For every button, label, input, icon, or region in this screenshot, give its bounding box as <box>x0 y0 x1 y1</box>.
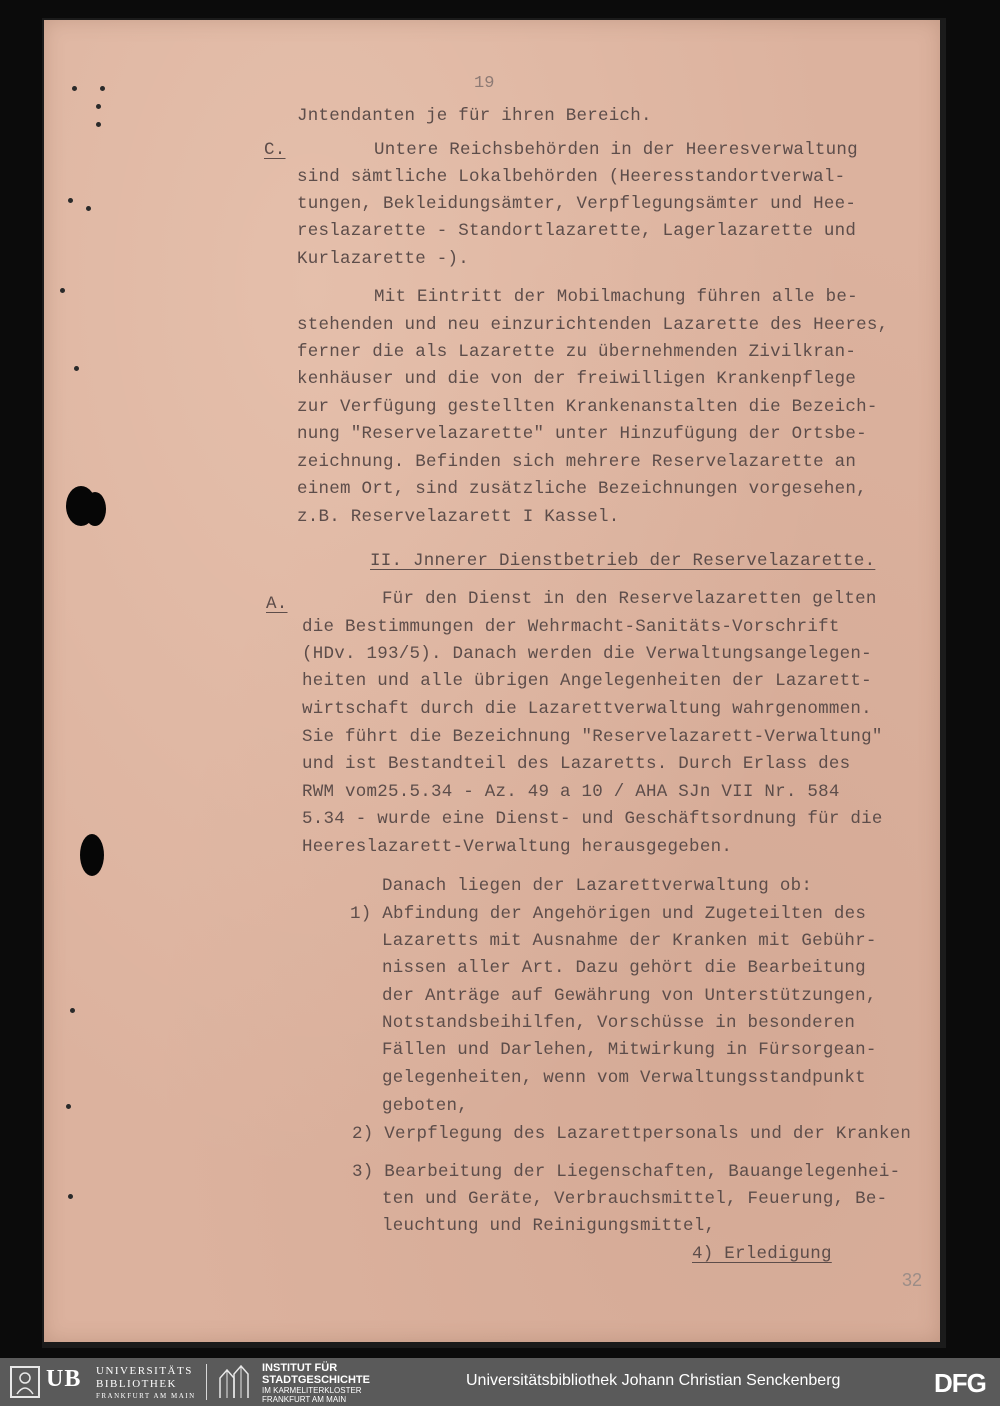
ub-line1: UNIVERSITÄTS <box>96 1365 193 1377</box>
text-line: Notstandsbeihilfen, Vorschüsse in besonderen <box>382 1013 856 1033</box>
text-line: zeichnung. Befinden sich mehrere Reservelazarette an <box>297 452 857 472</box>
speck <box>68 198 73 203</box>
text-line: 5.34 - wurde eine Dienst- und Geschäftsordnung für die <box>302 809 883 829</box>
text-line: Fällen und Darlehen, Mitwirkung in Fürsorgean- <box>382 1040 877 1060</box>
list-item: 3) Bearbeitung der Liegenschaften, Bauangelegenhei- <box>352 1162 901 1182</box>
list-item: 1) Abfindung der Angehörigen und Zugeteilten des <box>350 904 867 924</box>
text-line: heiten und alle übrigen Angelegenheiten der Lazarett- <box>302 671 872 691</box>
text-line: Heereslazarett-Verwaltung herausgegeben. <box>302 837 733 857</box>
speck <box>96 122 101 127</box>
text-line: kenhäuser und die von der freiwilligen Krankenpflege <box>297 369 857 389</box>
speck <box>74 366 79 371</box>
speck <box>70 1008 75 1013</box>
footer-separator <box>206 1364 207 1400</box>
document-page <box>44 20 940 1342</box>
text-line: ten und Geräte, Verbrauchsmittel, Feuerung, Be- <box>382 1189 888 1209</box>
speck <box>60 288 65 293</box>
text-line: sind sämtliche Lokalbehörden (Heeresstandortverwal- <box>297 167 846 187</box>
text-line: gelegenheiten, wenn vom Verwaltungsstandpunkt <box>382 1068 866 1088</box>
institute-line1: INSTITUT FÜR <box>262 1362 338 1374</box>
catchword: 4) Erledigung <box>692 1244 832 1264</box>
institute-line2: STADTGESCHICHTE <box>262 1374 370 1386</box>
punch-hole <box>84 492 106 526</box>
list-item: 2) Verpflegung des Lazarettpersonals und der Kranken <box>352 1124 912 1144</box>
text-line: nissen aller Art. Dazu gehört die Bearbeitung <box>382 958 866 978</box>
page-number: 19 <box>474 74 495 93</box>
institute-line4: FRANKFURT AM MAIN <box>262 1395 347 1404</box>
institute-building-icon <box>216 1364 252 1400</box>
speck <box>100 86 105 91</box>
text-line: wirtschaft durch die Lazarettverwaltung wahrgenommen. <box>302 699 872 719</box>
text-line: z.B. Reservelazarett I Kassel. <box>297 507 620 527</box>
text-line: Danach liegen der Lazarettverwaltung ob: <box>382 876 813 896</box>
text-line: ferner die als Lazarette zu übernehmenden Zivilkran- <box>297 342 857 362</box>
text-line: Lazaretts mit Ausnahme der Kranken mit Gebühr- <box>382 931 877 951</box>
footer-bar <box>0 1358 1000 1406</box>
text-line: Für den Dienst in den Reservelazaretten gelten <box>382 589 877 609</box>
text-line: Mit Eintritt der Mobilmachung führen alle be- <box>374 287 858 307</box>
text-line: nung "Reservelazarette" unter Hinzufügung der Ortsbe- <box>297 424 867 444</box>
text-line: RWM vom25.5.34 - Az. 49 a 10 / AHA SJn VII Nr. 584 <box>302 782 840 802</box>
ub-logo-text: UB <box>46 1366 82 1392</box>
margin-mark-a: A. <box>266 594 288 614</box>
text-line: tungen, Bekleidungsämter, Verpflegungsämter und Hee- <box>297 194 857 214</box>
text-line: Untere Reichsbehörden in der Heeresverwaltung <box>374 140 858 160</box>
text-line: Jntendanten je für ihren Bereich. <box>297 106 652 126</box>
ub-seal-icon <box>10 1366 40 1398</box>
speck <box>86 206 91 211</box>
institute-line3: IM KARMELITERKLOSTER <box>262 1386 362 1395</box>
speck <box>68 1194 73 1199</box>
text-line: die Bestimmungen der Wehrmacht-Sanitäts-Vorschrift <box>302 617 840 637</box>
section-heading: II. Jnnerer Dienstbetrieb der Reservelazarette. <box>370 551 876 571</box>
text-line: reslazarette - Standortlazarette, Lagerlazarette und <box>297 221 857 241</box>
text-line: (HDv. 193/5). Danach werden die Verwaltungsangelegen- <box>302 644 872 664</box>
text-line: Sie führt die Bezeichnung "Reservelazarett-Verwaltung" <box>302 727 883 747</box>
text-line: Kurlazarette -). <box>297 249 470 269</box>
text-line: einem Ort, sind zusätzliche Bezeichnungen vorgesehen, <box>297 479 867 499</box>
margin-mark-c: C. <box>264 140 286 160</box>
speck <box>66 1104 71 1109</box>
punch-hole <box>80 834 104 876</box>
speck <box>72 86 77 91</box>
archive-number: 32 <box>902 1270 923 1290</box>
text-line: geboten, <box>382 1096 469 1116</box>
text-line: und ist Bestandteil des Lazaretts. Durch Erlass des <box>302 754 851 774</box>
ub-line2: BIBLIOTHEK <box>96 1378 177 1390</box>
text-line: zur Verfügung gestellten Krankenanstalten die Bezeich- <box>297 397 878 417</box>
text-line: stehenden und neu einzurichtenden Lazarette des Heeres, <box>297 315 889 335</box>
text-line: der Anträge auf Gewährung von Unterstützungen, <box>382 986 877 1006</box>
speck <box>96 104 101 109</box>
dfg-logo: DFG <box>934 1368 986 1398</box>
text-line: leuchtung und Reinigungsmittel, <box>382 1216 716 1236</box>
library-name: Universitätsbibliothek Johann Christian Senckenberg <box>466 1372 841 1389</box>
ub-line3: FRANKFURT AM MAIN <box>96 1392 196 1400</box>
